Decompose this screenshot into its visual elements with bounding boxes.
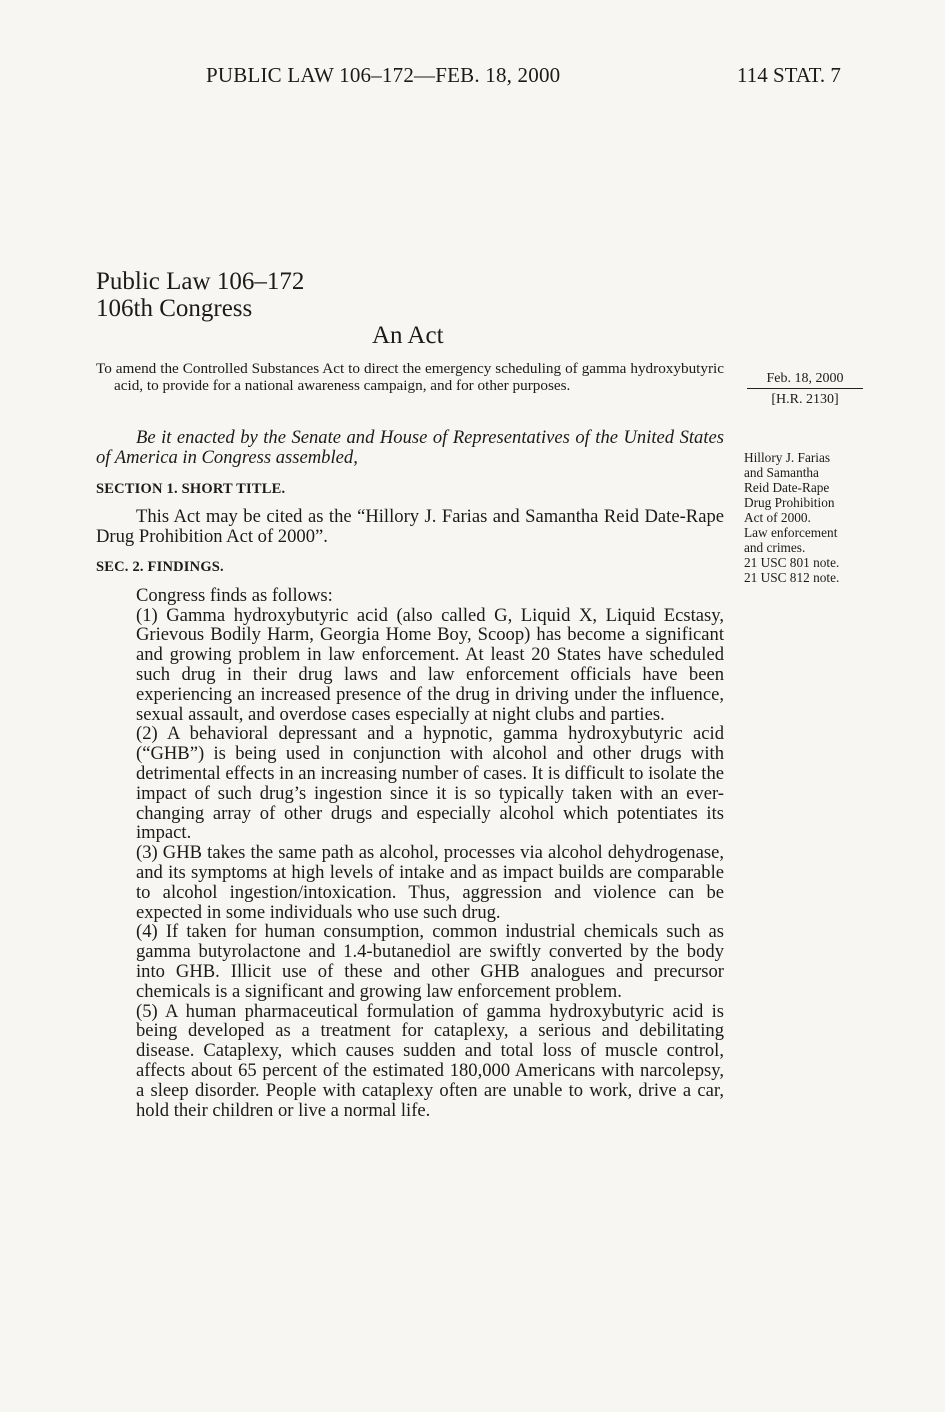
margin-rule bbox=[747, 388, 863, 389]
an-act-heading: An Act bbox=[372, 322, 444, 349]
running-head: PUBLIC LAW 106–172—FEB. 18, 2000 bbox=[206, 63, 561, 87]
margin-note: 21 USC 812 note. bbox=[744, 570, 840, 585]
finding-paragraph: (5) A human pharmaceutical formulation of gamma hydroxybutyric acid is being developed as a treatment for cataplexy, a serious and debilitating disease. Cataplexy, which causes sudden and total loss of muscle control, affects about 65 percent of the estimated 180,000 Americans with narcolepsy, a sleep disorder. People with cataplexy often are unable to work, drive a car, hold their children or live a normal life. bbox=[136, 1000, 724, 1121]
section-1-heading: SECTION 1. SHORT TITLE. bbox=[96, 480, 286, 497]
margin-date-block bbox=[741, 371, 869, 407]
act-body bbox=[96, 428, 724, 1120]
finding-paragraph: (1) Gamma hydroxybutyric acid (also called G, Liquid X, Liquid Ecstasy, Grievous Bodily Harm, Georgia Home Boy, Scoop) has become a significant and growing problem in law enforcement. At least 20 States have scheduled such drug in their drug laws and law enforcement officials have been experiencing an increased presence of the drug in driving under the influence, sexual assault, and overdose cases especially at night clubs and parties. bbox=[136, 604, 724, 725]
purpose-text: To amend the Controlled Substances Act to direct the emergency scheduling of gamma hydroxybutyric acid, to provide for a national awareness campaign, and for other purposes. bbox=[96, 360, 724, 394]
margin-notes bbox=[744, 450, 872, 585]
statute-page-reference: 114 STAT. 7 bbox=[737, 63, 841, 87]
law-title-block bbox=[96, 268, 304, 322]
finding-paragraph: (2) A behavioral depressant and a hypnotic, gamma hydroxybutyric acid (“GHB”) is being used in conjunction with alcohol and other drugs with detrimental effects in an increasing number of cases. It is difficult to isolate the impact of such drug’s ingestion since it is so typically taken with an ever-changing array of other drugs and especially alcohol which potentiates its impact. bbox=[136, 723, 724, 844]
enacting-clause: Be it enacted by the Senate and House of Representatives of the United States of America in Congress assembled, bbox=[96, 427, 724, 468]
margin-note: 21 USC 801 note. bbox=[744, 555, 840, 570]
congress-number: 106th Congress bbox=[96, 295, 253, 322]
finding-paragraph: (3) GHB takes the same path as alcohol, processes via alcohol dehydrogenase, and its symptoms at high levels of intake and as impact builds are comparable to alcohol ingestion/intoxication. Thus, aggression and violence can be expected in some individuals who use such drug. bbox=[136, 842, 724, 923]
section-1-text: This Act may be cited as the “Hillory J. Farias and Samantha Reid Date-Rape Drug Prohibition Act of 2000”. bbox=[96, 506, 724, 548]
margin-note: Act of 2000. bbox=[744, 510, 811, 525]
purpose-statement bbox=[96, 361, 724, 394]
margin-note: and Samantha bbox=[744, 465, 819, 480]
section-2-heading: SEC. 2. FINDINGS. bbox=[96, 558, 224, 575]
margin-note: Hillory J. Farias bbox=[744, 450, 831, 465]
bill-number: [H.R. 2130] bbox=[771, 392, 839, 407]
section-2-intro: Congress finds as follows: bbox=[136, 584, 333, 606]
public-law-number: Public Law 106–172 bbox=[96, 268, 305, 295]
margin-note: Reid Date-Rape bbox=[744, 480, 830, 495]
margin-note: Law enforcement bbox=[744, 525, 838, 540]
finding-paragraph: (4) If taken for human consumption, common industrial chemicals such as gamma butyrolactone and 1.4-butanediol are swiftly converted by the body into GHB. Illicit use of these and other GHB analogues and precursor chemicals is a significant and growing law enforcement problem. bbox=[136, 921, 724, 1002]
margin-note: and crimes. bbox=[744, 540, 806, 555]
enactment-date: Feb. 18, 2000 bbox=[766, 371, 844, 386]
margin-note: Drug Prohibition bbox=[744, 495, 835, 510]
